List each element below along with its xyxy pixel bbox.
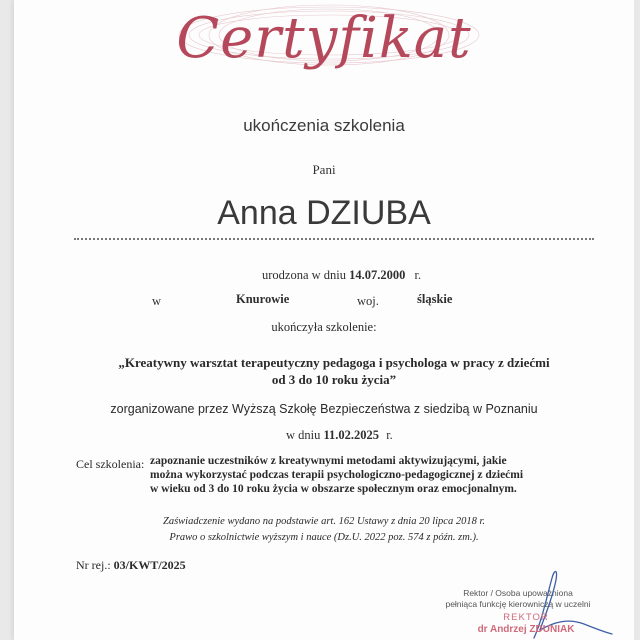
goal-line3: w wieku od 3 do 10 roku życia w obszarze społecznym oraz emocjonalnym. bbox=[150, 483, 517, 495]
registry-label: Nr rej.: bbox=[76, 558, 111, 572]
place-prefix: w bbox=[152, 294, 162, 308]
course-title-line1: „Kreatywny warsztat terapeutyczny pedagoga i psychologa w pracy z dziećmi bbox=[118, 355, 550, 370]
rector-stamp bbox=[426, 612, 626, 636]
rector-role-line1: Rektor / Osoba upoważniona bbox=[463, 588, 573, 598]
goal-line2: można wykorzystać podczas terapii psychologiczno-pedagogicznej z dziećmi bbox=[150, 469, 524, 481]
registry-number-line bbox=[76, 558, 186, 573]
birth-date: 14.07.2000 bbox=[349, 268, 406, 282]
course-date: 11.02.2025 bbox=[323, 428, 380, 442]
birth-prefix: urodzona w dniu bbox=[262, 268, 347, 282]
goal-line1: zapoznanie uczestników z kreatywnymi metodami aktywizującymi, jakie bbox=[150, 455, 507, 467]
certificate-sheet bbox=[14, 0, 634, 640]
stamp-line2: dr Andrzej ZDUNIAK bbox=[477, 624, 575, 635]
salutation: Pani bbox=[312, 162, 336, 177]
certificate-title: Certyfikat bbox=[176, 6, 472, 71]
voivodeship-prefix: woj. bbox=[357, 294, 379, 308]
registry-number: 03/KWT/2025 bbox=[113, 558, 186, 572]
rector-role-line2: pełniąca funkcję kierowniczą w uczelni bbox=[445, 599, 591, 609]
goal-text bbox=[150, 454, 580, 496]
course-title-line2: od 3 do 10 roku życia” bbox=[271, 372, 397, 387]
course-date-prefix: w dniu bbox=[286, 428, 321, 442]
legal-basis bbox=[14, 514, 634, 546]
birth-date-line bbox=[262, 268, 421, 283]
birth-place: Knurowie bbox=[236, 292, 290, 306]
dotted-divider bbox=[74, 238, 594, 240]
course-date-line bbox=[286, 428, 393, 443]
certificate-subtitle: ukończenia szkolenia bbox=[243, 116, 405, 135]
course-title bbox=[74, 354, 594, 388]
course-date-suffix: r. bbox=[386, 428, 393, 442]
legal-basis-line1: Zaświadczenie wydano na podstawie art. 162 Ustawy z dnia 20 lipca 2018 r. bbox=[162, 516, 485, 527]
completed-label: ukończyła szkolenie: bbox=[271, 320, 377, 334]
legal-basis-line2: Prawo o szkolnictwie wyższym i nauce (Dz.U. 2022 poz. 574 z późn. zm.). bbox=[169, 532, 479, 543]
birth-suffix: r. bbox=[414, 268, 422, 282]
voivodeship: śląskie bbox=[417, 292, 453, 306]
organizer: zorganizowane przez Wyższą Szkołę Bezpieczeństwa z siedzibą w Poznaniu bbox=[110, 402, 538, 416]
stamp-line1: REKTOR bbox=[503, 612, 549, 623]
recipient-name: Anna DZIUBA bbox=[217, 194, 431, 232]
goal-label: Cel szkolenia: bbox=[76, 457, 145, 471]
